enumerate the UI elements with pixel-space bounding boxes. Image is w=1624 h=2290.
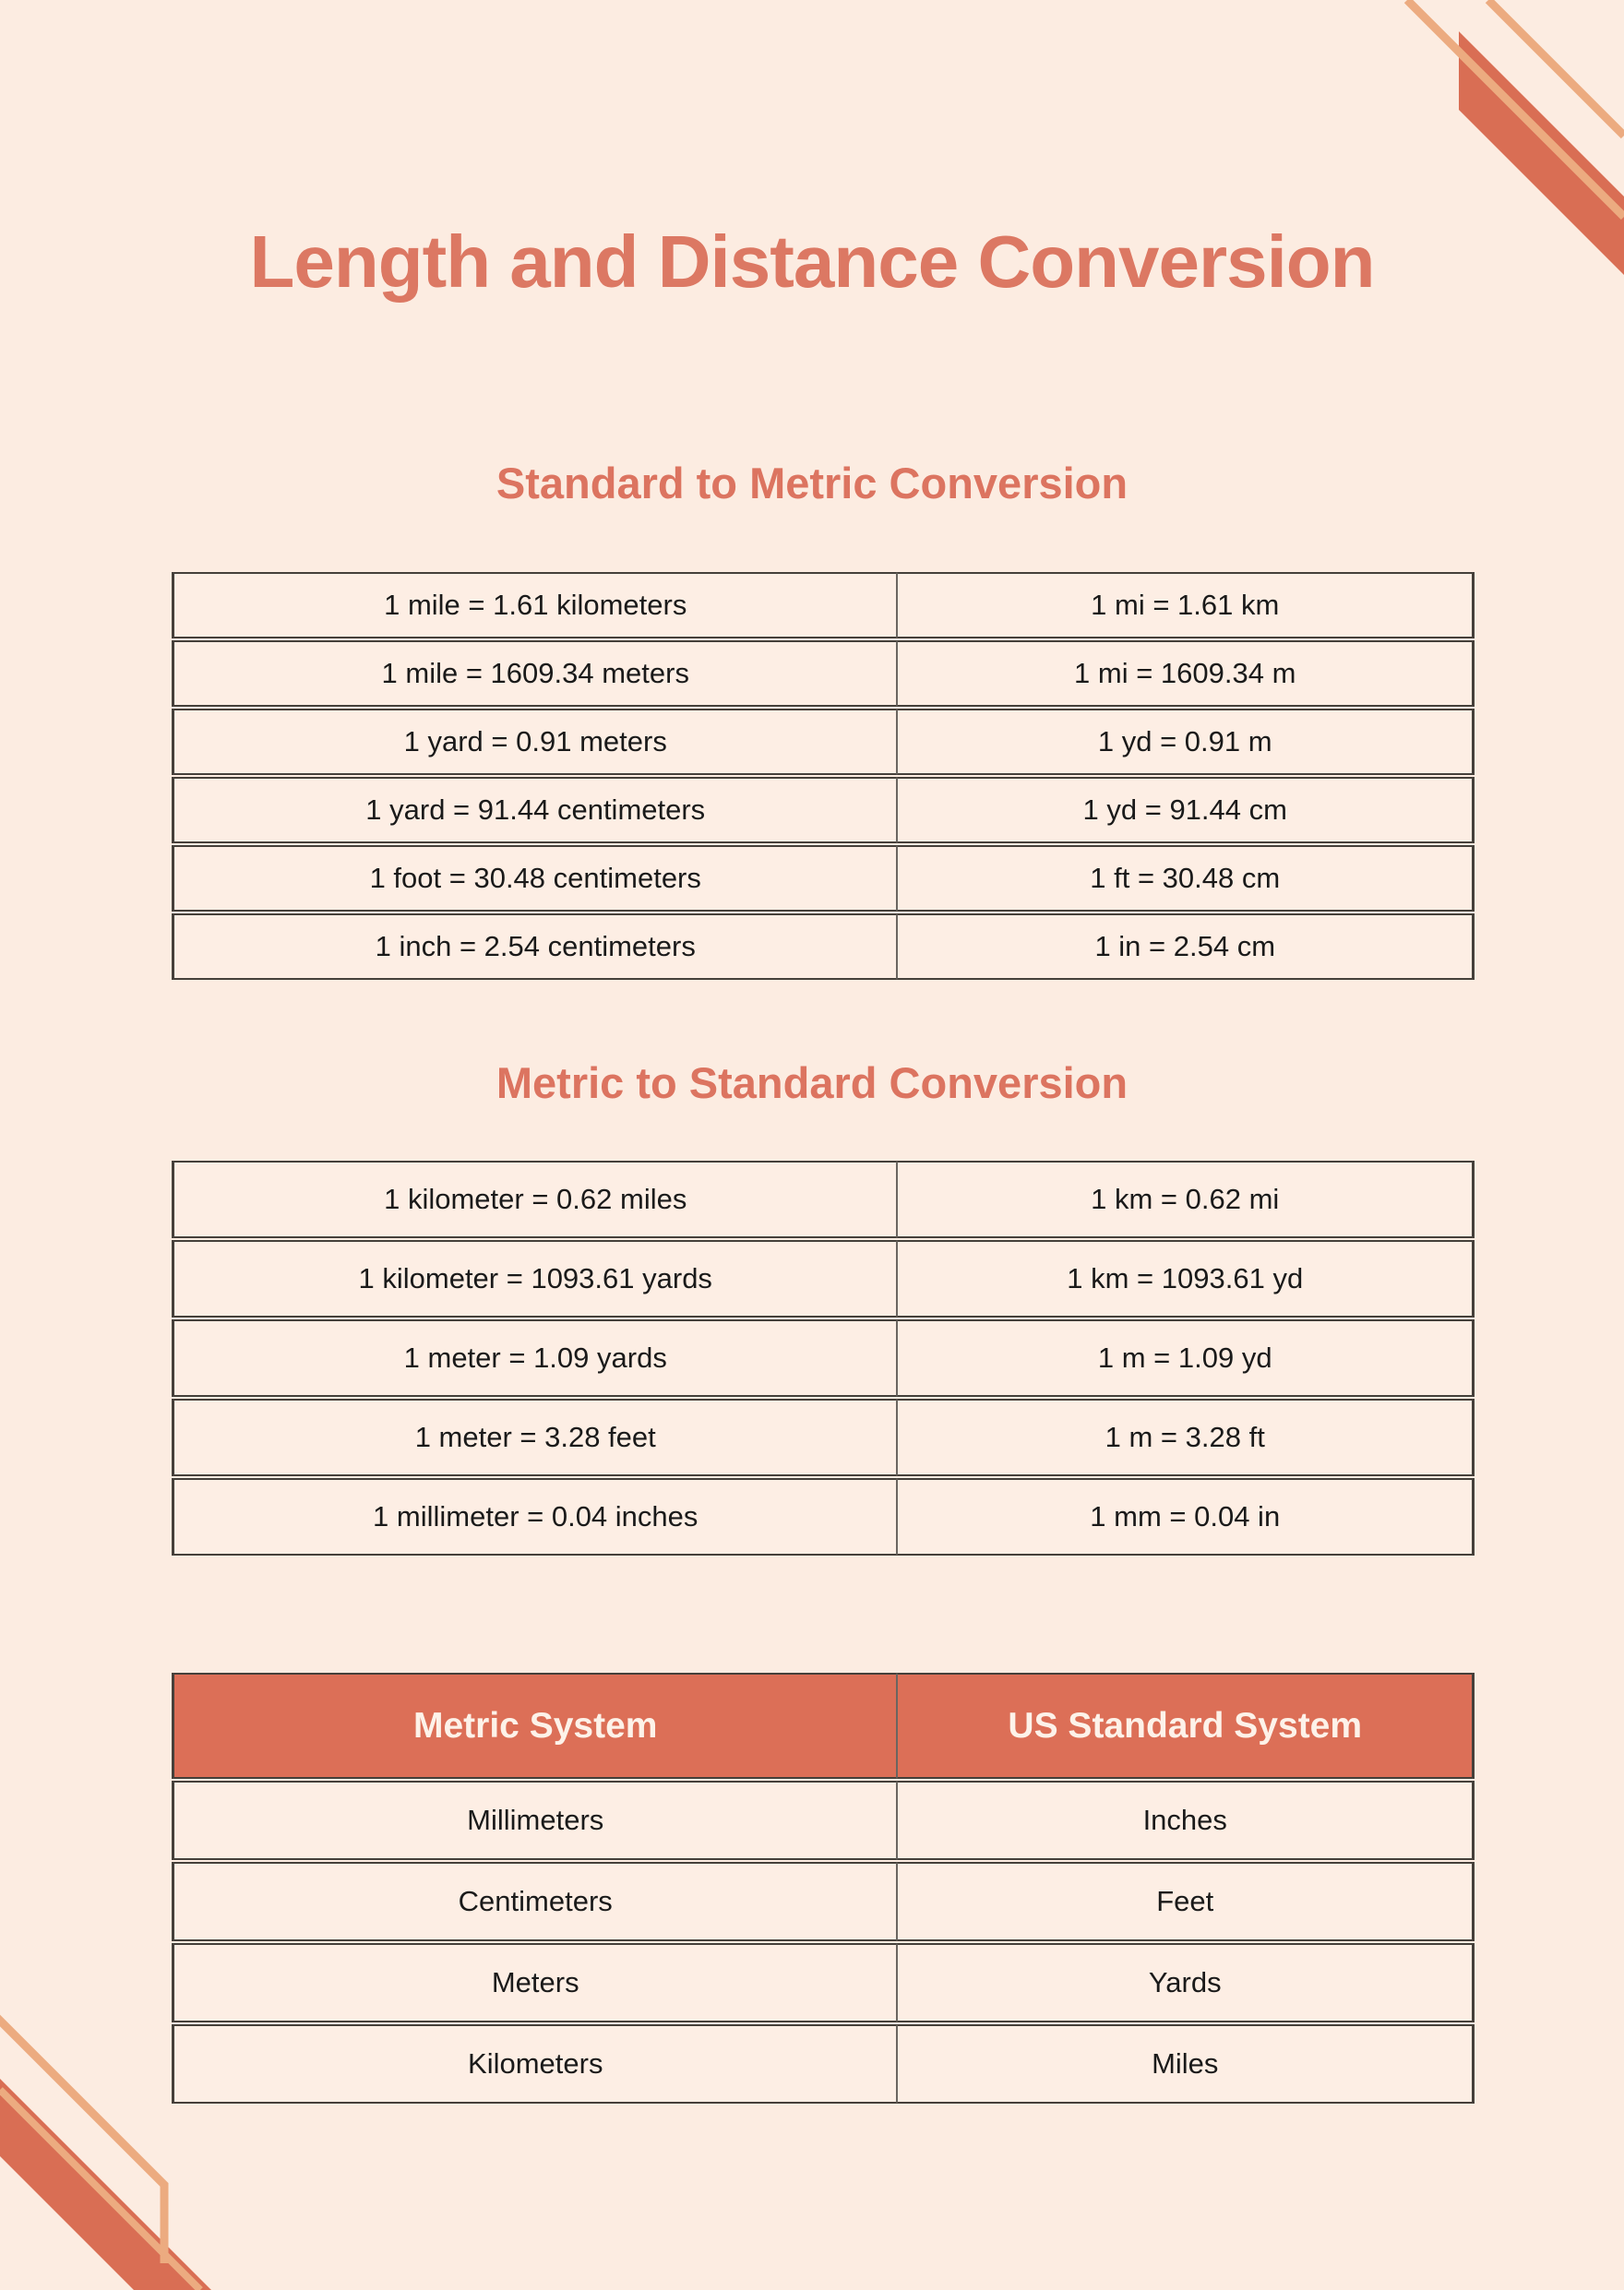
- table-row: [172, 1943, 1475, 2022]
- us-unit-cell: Inches: [897, 1781, 1475, 1860]
- table-row: [172, 1319, 1475, 1397]
- us-unit-cell: Miles: [897, 2024, 1475, 2104]
- conversion-cell-short: 1 km = 0.62 mi: [897, 1161, 1475, 1238]
- section-heading-standard-to-metric: Standard to Metric Conversion: [496, 459, 1128, 507]
- system-comparison-table: [172, 1671, 1475, 2105]
- conversion-cell-short: 1 km = 1093.61 yd: [897, 1240, 1475, 1318]
- page-title: Length and Distance Conversion: [249, 221, 1375, 303]
- conversion-cell-short: 1 in = 2.54 cm: [897, 913, 1475, 980]
- section-heading-metric-to-standard: Metric to Standard Conversion: [496, 1058, 1128, 1107]
- conversion-cell-long: 1 kilometer = 1093.61 yards: [172, 1240, 897, 1318]
- bent-line: [0, 2002, 164, 2263]
- conversion-cell-long: 1 meter = 3.28 feet: [172, 1399, 897, 1476]
- conversion-cell-long: 1 millimeter = 0.04 inches: [172, 1478, 897, 1556]
- table-row: [172, 2024, 1475, 2104]
- conversion-cell-long: 1 yard = 0.91 meters: [172, 709, 897, 775]
- conversion-cell-long: 1 kilometer = 0.62 miles: [172, 1161, 897, 1238]
- us-unit-cell: Yards: [897, 1943, 1475, 2022]
- conversion-cell-long: 1 mile = 1609.34 meters: [172, 640, 897, 707]
- conversion-cell-short: 1 yd = 91.44 cm: [897, 777, 1475, 843]
- us-unit-cell: Feet: [897, 1862, 1475, 1941]
- conversion-cell-short: 1 ft = 30.48 cm: [897, 845, 1475, 912]
- metric-unit-cell: Kilometers: [172, 2024, 897, 2104]
- conversion-cell-long: 1 foot = 30.48 centimeters: [172, 845, 897, 912]
- conversion-cell-short: 1 m = 1.09 yd: [897, 1319, 1475, 1397]
- table-row: [172, 1862, 1475, 1941]
- metric-system-header: Metric System: [172, 1673, 897, 1779]
- conversion-cell-long: 1 meter = 1.09 yards: [172, 1319, 897, 1397]
- metric-to-standard-table: [172, 1159, 1475, 1557]
- table-row: [172, 1240, 1475, 1318]
- metric-unit-cell: Centimeters: [172, 1862, 897, 1941]
- conversion-cell-short: 1 mi = 1.61 km: [897, 572, 1475, 638]
- table-header-row: [172, 1673, 1475, 1779]
- metric-unit-cell: Millimeters: [172, 1781, 897, 1860]
- table-row: [172, 709, 1475, 775]
- metric-unit-cell: Meters: [172, 1943, 897, 2022]
- diagonal-band-shape: [0, 2079, 211, 2290]
- conversion-cell-long: 1 mile = 1.61 kilometers: [172, 572, 897, 638]
- us-standard-system-header: US Standard System: [897, 1673, 1475, 1779]
- diagonal-line: [0, 2090, 200, 2290]
- table-row: [172, 1478, 1475, 1556]
- conversion-cell-short: 1 mm = 0.04 in: [897, 1478, 1475, 1556]
- conversion-cell-long: 1 inch = 2.54 centimeters: [172, 913, 897, 980]
- table-row: [172, 640, 1475, 707]
- table-row: [172, 572, 1475, 638]
- table-row: [172, 1781, 1475, 1860]
- table-row: [172, 1161, 1475, 1238]
- diagonal-line: [1407, 0, 1624, 217]
- table-row: [172, 1399, 1475, 1476]
- corner-decoration-top-right: [1236, 0, 1624, 388]
- standard-to-metric-table: [172, 570, 1475, 982]
- table-row: [172, 913, 1475, 980]
- conversion-cell-long: 1 yard = 91.44 centimeters: [172, 777, 897, 843]
- diagonal-line: [1488, 0, 1624, 136]
- table-row: [172, 777, 1475, 843]
- conversion-cell-short: 1 yd = 0.91 m: [897, 709, 1475, 775]
- table-row: [172, 845, 1475, 912]
- conversion-cell-short: 1 mi = 1609.34 m: [897, 640, 1475, 707]
- conversion-cell-short: 1 m = 3.28 ft: [897, 1399, 1475, 1476]
